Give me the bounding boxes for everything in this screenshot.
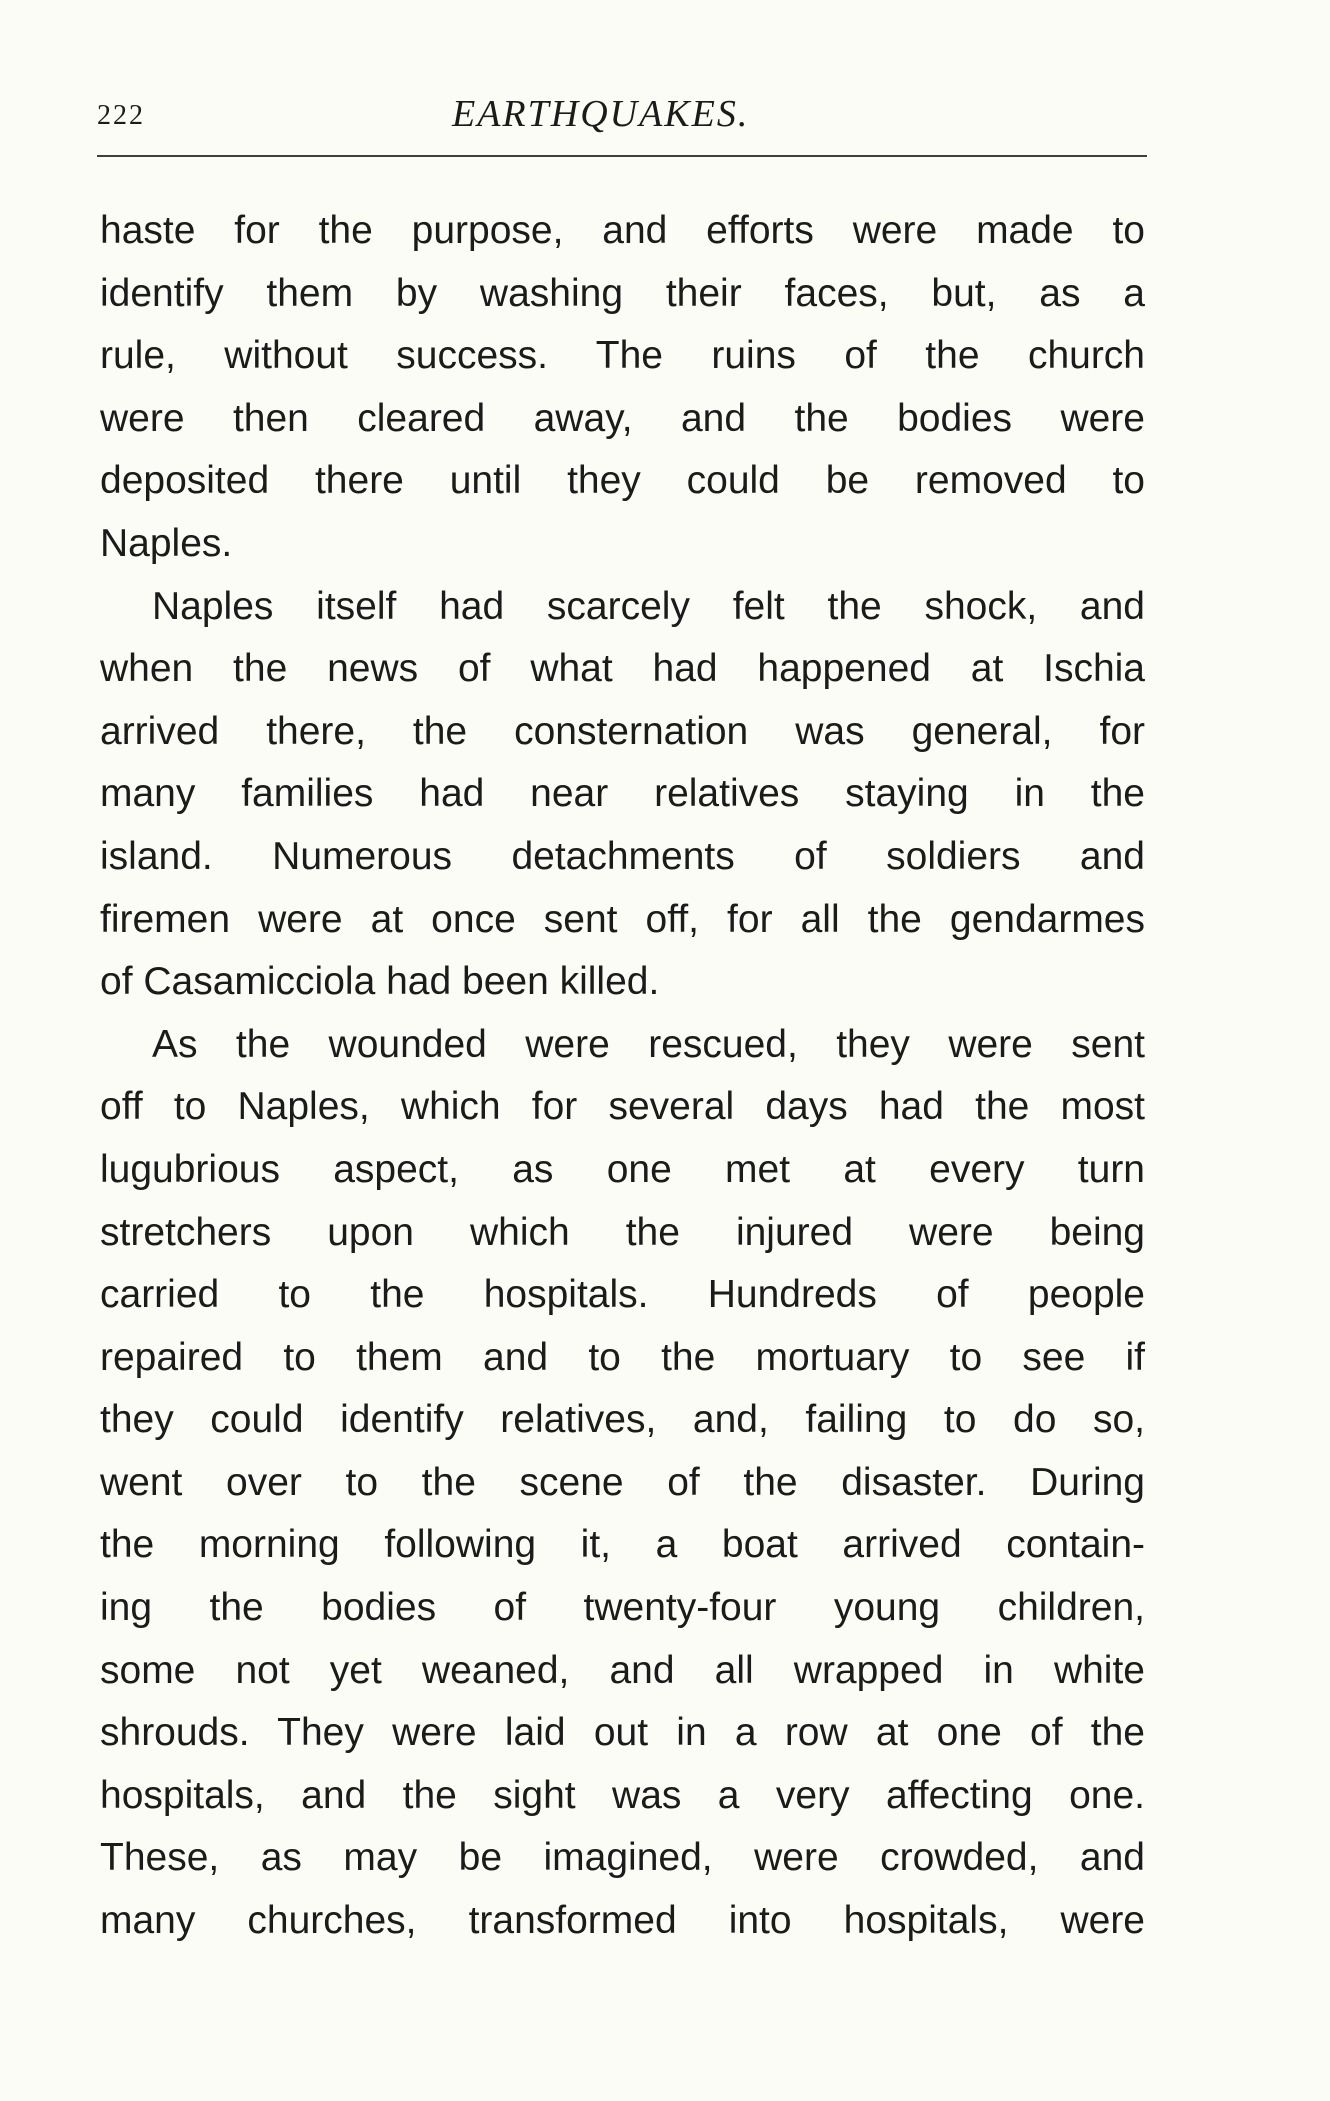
page-number: 222 [97,100,145,131]
paragraph-start-line: Naples itself had scarcely felt the shock, and [152,584,1145,628]
running-title: EARTHQUAKES. [452,93,750,135]
text-line: of Casamicciola had been killed. [100,960,660,1004]
text-line: went over to the scene of the disaster. During [100,1460,1145,1504]
text-line: deposited there until they could be removed to [100,459,1145,503]
text-line: many families had near relatives staying in the [100,772,1145,816]
text-line: haste for the purpose, and efforts were made to [100,209,1145,252]
text-line: shrouds. They were laid out in a row at one of the [100,1711,1145,1755]
text-line: rule, without success. The ruins of the church [100,334,1145,378]
text-line: ing the bodies of twenty-four young children, [100,1586,1145,1630]
body-text [100,200,1145,1953]
text-line: stretchers upon which the injured were being [100,1210,1145,1254]
text-line: identify them by washing their faces, but, as a [100,271,1145,315]
text-line: when the news of what had happened at Ischia [100,647,1145,691]
text-line: some not yet weaned, and all wrapped in white [100,1648,1145,1692]
header-rule [97,155,1147,157]
paragraph-start-line: As the wounded were rescued, they were sent [152,1022,1145,1066]
text-line: island. Numerous detachments of soldiers and [100,834,1145,878]
text-line: These, as may be imagined, were crowded, and [100,1836,1145,1880]
text-line: off to Naples, which for several days had the most [100,1085,1145,1129]
text-line: arrived there, the consternation was general, for [100,709,1145,753]
text-line: Naples. [100,521,233,565]
text-line: carried to the hospitals. Hundreds of people [100,1273,1145,1317]
text-line: many churches, transformed into hospitals, were [100,1899,1145,1943]
text-line: they could identify relatives, and, failing to do so, [100,1398,1145,1442]
text-line: lugubrious aspect, as one met at every turn [100,1147,1145,1191]
text-line: hospitals, and the sight was a very affecting one. [100,1773,1145,1817]
page-header [97,93,1147,142]
text-line: were then cleared away, and the bodies were [100,396,1145,440]
text-line: the morning following it, a boat arrived contain- [100,1523,1145,1567]
text-line: repaired to them and to the mortuary to see if [100,1335,1145,1379]
text-line: firemen were at once sent off, for all the gendarmes [100,897,1145,941]
